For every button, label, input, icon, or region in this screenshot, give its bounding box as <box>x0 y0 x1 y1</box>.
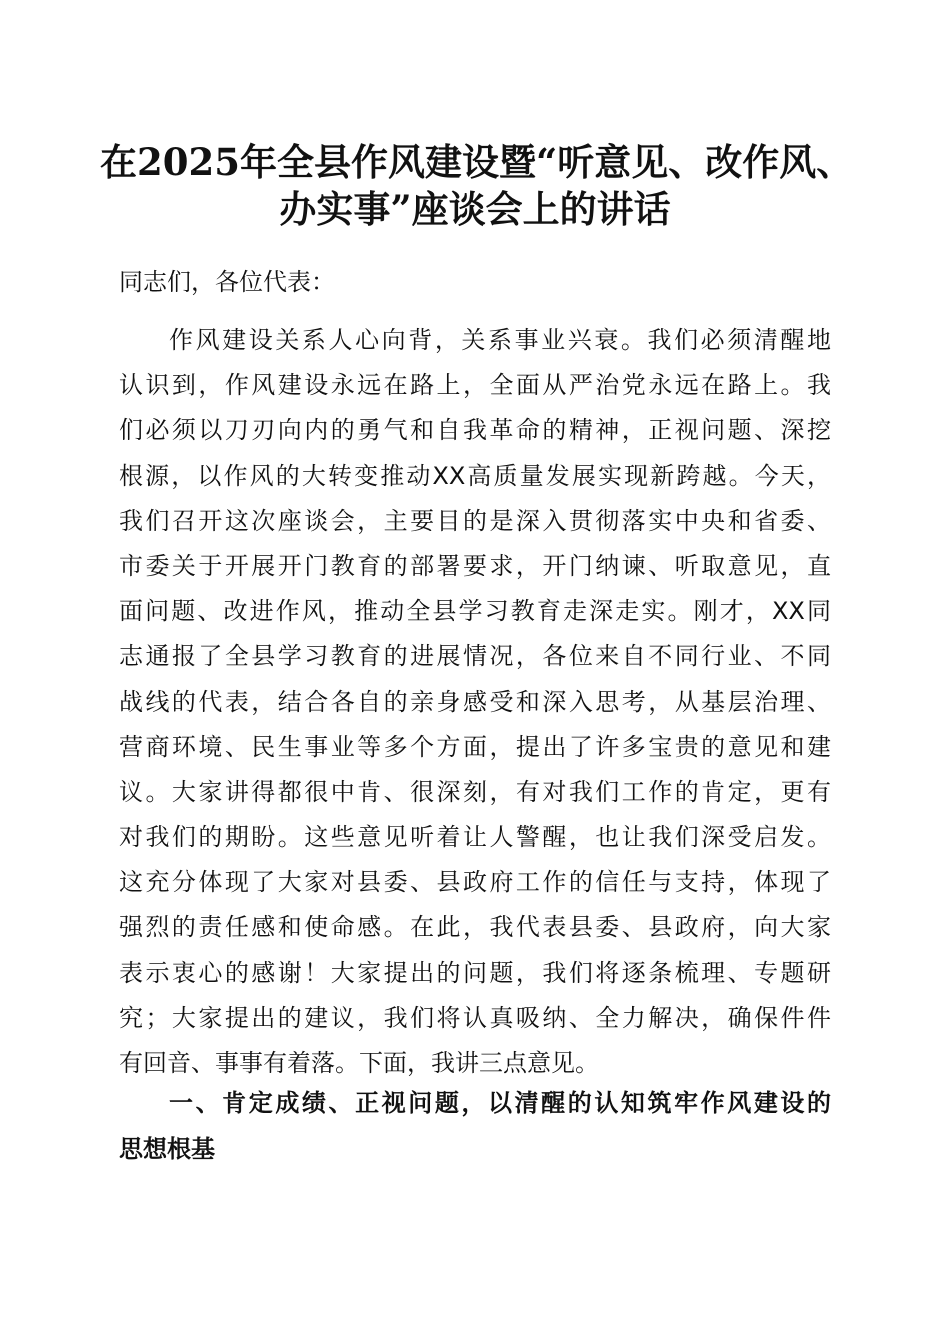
opening-paragraph <box>119 318 831 1086</box>
paragraph-line: 我们召开这次座谈会，主要目的是深入贯彻落实中央和省委、 <box>119 506 831 535</box>
salutation: 同志们，各位代表： <box>119 268 335 296</box>
paragraph-line: 战线的代表，结合各自的亲身感受和深入思考，从基层治理、 <box>119 687 831 716</box>
paragraph-line: 们必须以刀刃向内的勇气和自我革命的精神，正视问题、深挖 <box>119 416 831 445</box>
paragraph-line: 面问题、改进作风，推动全县学习教育走深走实。刚才，XX同 <box>119 597 831 626</box>
paragraph-line: 市委关于开展开门教育的部署要求，开门纳谏、听取意见，直 <box>119 551 831 580</box>
paragraph-line: 究；大家提出的建议，我们将认真吸纳、全力解决，确保件件 <box>119 1003 831 1032</box>
paragraph-line: 表示衷心的感谢！大家提出的问题，我们将逐条梳理、专题研 <box>119 958 831 987</box>
document-title-line-1: 在2025年全县作风建设暨“听意见、改作风、 <box>100 140 854 184</box>
paragraph-line: 强烈的责任感和使命感。在此，我代表县委、县政府，向大家 <box>119 913 831 942</box>
paragraph-line: 对我们的期盼。这些意见听着让人警醒，也让我们深受启发。 <box>119 823 831 852</box>
heading-line: 一、肯定成绩、正视问题，以清醒的认知筑牢作风建设的 <box>169 1089 831 1117</box>
paragraph-line: 有回音、事事有着落。下面，我讲三点意见。 <box>119 1049 599 1077</box>
paragraph-line: 志通报了全县学习教育的进展情况，各位来自不同行业、不同 <box>119 642 831 671</box>
paragraph-line: 议。大家讲得都很中肯、很深刻，有对我们工作的肯定，更有 <box>119 777 831 806</box>
paragraph-line: 认识到，作风建设永远在路上，全面从严治党永远在路上。我 <box>119 371 831 400</box>
paragraph-line: 作风建设关系人心向背，关系事业兴衰。我们必须清醒地 <box>169 326 831 354</box>
paragraph-line: 根源，以作风的大转变推动XX高质量发展实现新跨越。今天， <box>119 461 831 490</box>
paragraph-line: 营商环境、民生事业等多个方面，提出了许多宝贵的意见和建 <box>119 732 831 761</box>
heading-line: 思想根基 <box>119 1135 215 1163</box>
section-heading-1 <box>119 1080 831 1172</box>
paragraph-line: 这充分体现了大家对县委、县政府工作的信任与支持，体现了 <box>119 868 831 897</box>
document-title-line-2: 办实事”座谈会上的讲话 <box>279 187 671 231</box>
